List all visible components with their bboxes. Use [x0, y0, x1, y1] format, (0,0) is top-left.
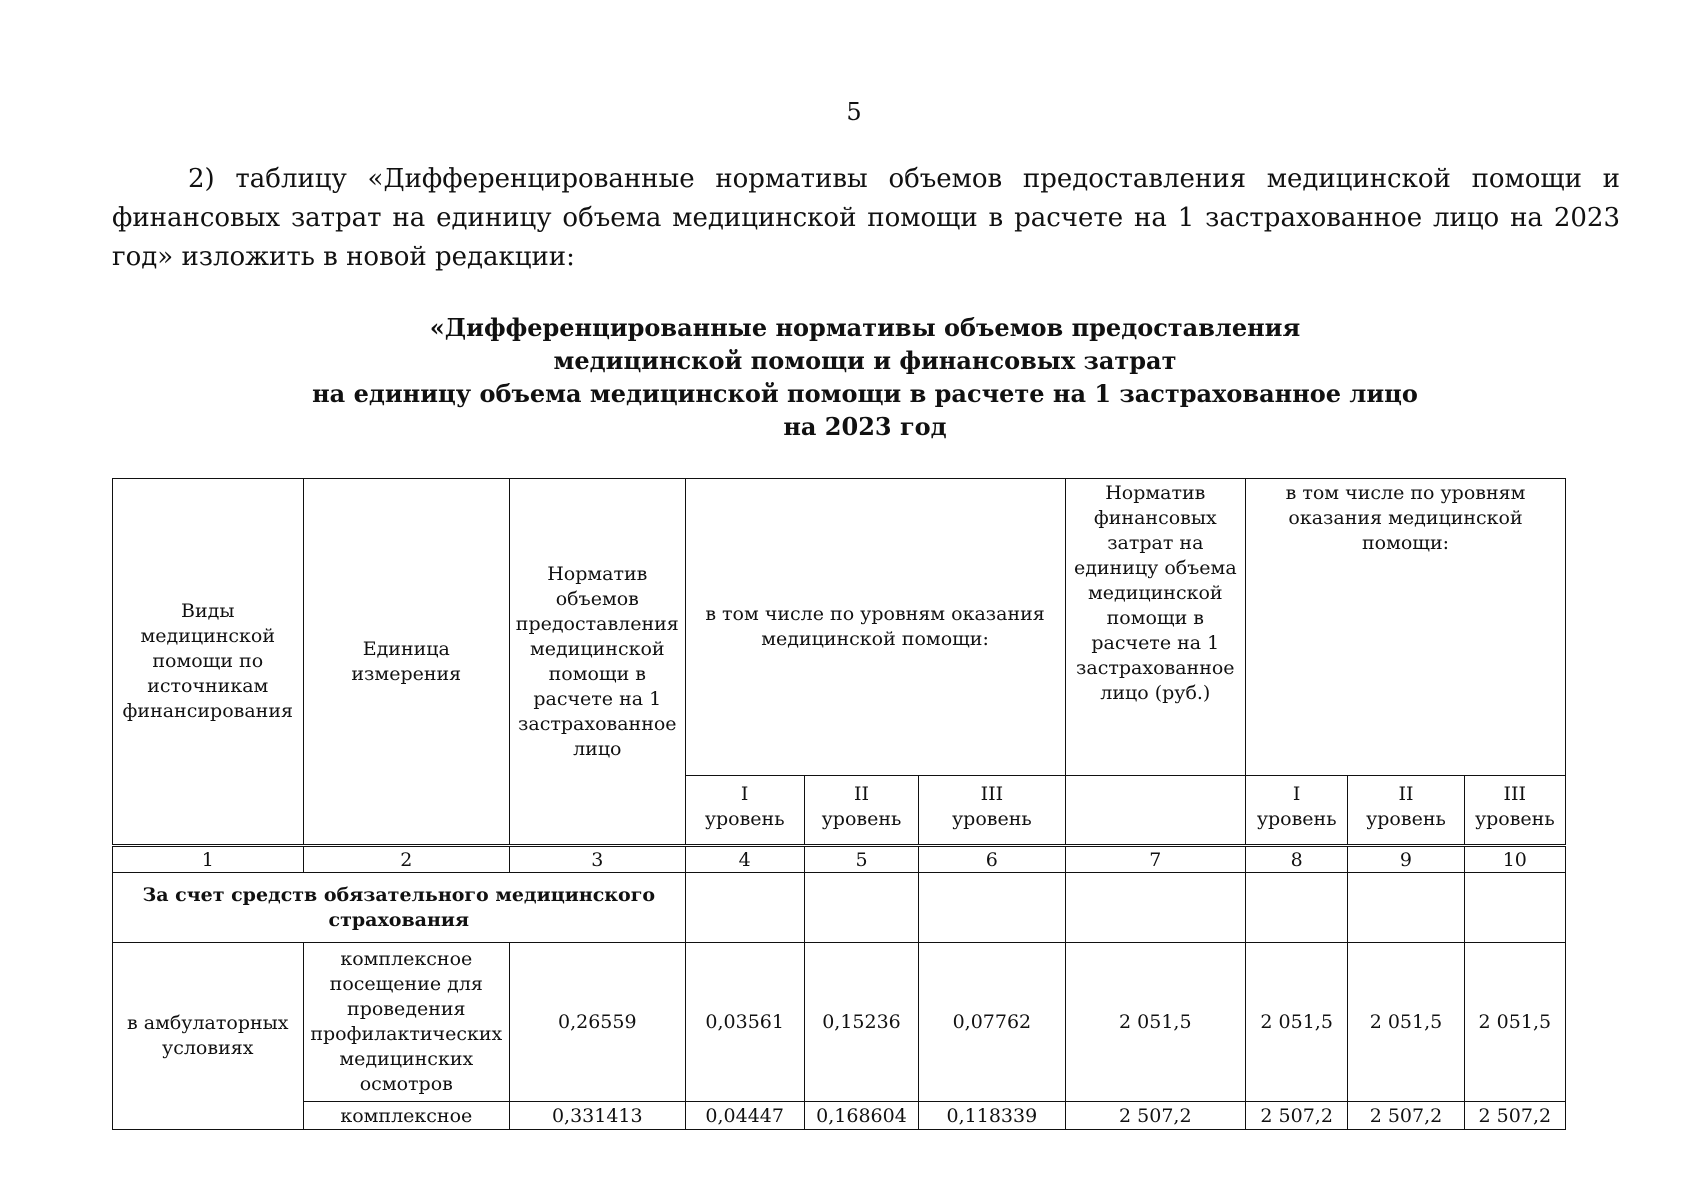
level-header: [1246, 776, 1348, 846]
table-row: [113, 943, 1566, 1102]
level-roman: III: [1503, 783, 1527, 805]
level-roman: I: [1292, 783, 1301, 805]
cell-value: 0,03561: [685, 943, 804, 1102]
column-number: 6: [919, 846, 1065, 873]
column-number: 10: [1464, 846, 1565, 873]
cell-value: 2 051,5: [1348, 943, 1464, 1102]
level-header: [685, 776, 804, 846]
level-roman: III: [980, 783, 1004, 805]
table-title: [0, 311, 1708, 443]
cell-value: 2 051,5: [1065, 943, 1245, 1102]
table-row: [113, 1102, 1566, 1130]
level-word: уровень: [821, 808, 902, 830]
intro-paragraph: 2) таблицу «Дифференцированные нормативы объемов предоставления медицинской помощи и финансовых затрат на единицу объема медицинской помощи в расчете на 1 застрахованное лицо на 2023 год» изложить в новой редакции:: [112, 164, 1620, 272]
section-empty-cell: [919, 873, 1065, 943]
cell-value: 0,118339: [919, 1102, 1065, 1130]
row-type: в амбулаторных условиях: [113, 943, 304, 1130]
title-line: медицинской помощи и финансовых затрат: [553, 346, 1177, 375]
level-word: уровень: [951, 808, 1032, 830]
section-empty-cell: [1065, 873, 1245, 943]
page-number: 5: [846, 98, 862, 126]
title-line: на единицу объема медицинской помощи в расчете на 1 застрахованное лицо: [312, 379, 1418, 408]
level-roman: II: [853, 783, 869, 805]
section-empty-cell: [685, 873, 804, 943]
cell-value: 0,331413: [510, 1102, 685, 1130]
header-volume-levels: в том числе по уровням оказания медицинской помощи:: [685, 479, 1065, 776]
column-number: 4: [685, 846, 804, 873]
level-roman: II: [1398, 783, 1414, 805]
title-line: «Дифференцированные нормативы объемов предоставления: [429, 313, 1301, 342]
header-unit: Единица измерения: [303, 479, 510, 846]
header-types: Виды медицинской помощи по источникам финансирования: [113, 479, 304, 846]
level-word: уровень: [1256, 808, 1337, 830]
cell-value: 0,168604: [804, 1102, 918, 1130]
cell-value: 2 051,5: [1464, 943, 1565, 1102]
cell-value: 0,26559: [510, 943, 685, 1102]
column-numbers-row: [113, 846, 1566, 873]
section-empty-cell: [1348, 873, 1464, 943]
level-word: уровень: [1474, 808, 1555, 830]
section-title: За счет средств обязательного медицинского страхования: [113, 873, 686, 943]
level-header: [1348, 776, 1464, 846]
cell-value: 0,07762: [919, 943, 1065, 1102]
column-number: 8: [1246, 846, 1348, 873]
level-word: уровень: [704, 808, 785, 830]
row-unit: комплексное: [303, 1102, 510, 1130]
level-header: [919, 776, 1065, 846]
column-number: 5: [804, 846, 918, 873]
column-number: 3: [510, 846, 685, 873]
column-number: 9: [1348, 846, 1464, 873]
header-row: [113, 479, 1566, 776]
cell-value: 2 507,2: [1246, 1102, 1348, 1130]
title-line: на 2023 год: [783, 412, 947, 441]
cell-value: 2 051,5: [1246, 943, 1348, 1102]
level-roman: I: [740, 783, 749, 805]
cell-value: 2 507,2: [1464, 1102, 1565, 1130]
section-empty-cell: [804, 873, 918, 943]
header-volume-norm: Норматив объемов предоставления медицинской помощи в расчете на 1 застрахованное лицо: [510, 479, 685, 846]
column-number: 7: [1065, 846, 1245, 873]
header-cost-levels: в том числе по уровням оказания медицинской помощи:: [1246, 479, 1566, 776]
cell-value: 0,04447: [685, 1102, 804, 1130]
level-word: уровень: [1366, 808, 1446, 830]
cell-value: 2 507,2: [1065, 1102, 1245, 1130]
level-header-empty: [1065, 776, 1245, 846]
column-number: 1: [113, 846, 304, 873]
level-header: [804, 776, 918, 846]
cell-value: 0,15236: [804, 943, 918, 1102]
section-row: [113, 873, 1566, 943]
section-empty-cell: [1246, 873, 1348, 943]
cell-value: 2 507,2: [1348, 1102, 1464, 1130]
header-cost-norm: Норматив финансовых затрат на единицу объема медицинской помощи в расчете на 1 застрахованное лицо (руб.): [1065, 479, 1245, 776]
row-unit: комплексное посещение для проведения профилактических медицинских осмотров: [303, 943, 510, 1102]
level-header: [1464, 776, 1565, 846]
section-empty-cell: [1464, 873, 1565, 943]
column-number: 2: [303, 846, 510, 873]
norms-table: [112, 478, 1566, 1130]
